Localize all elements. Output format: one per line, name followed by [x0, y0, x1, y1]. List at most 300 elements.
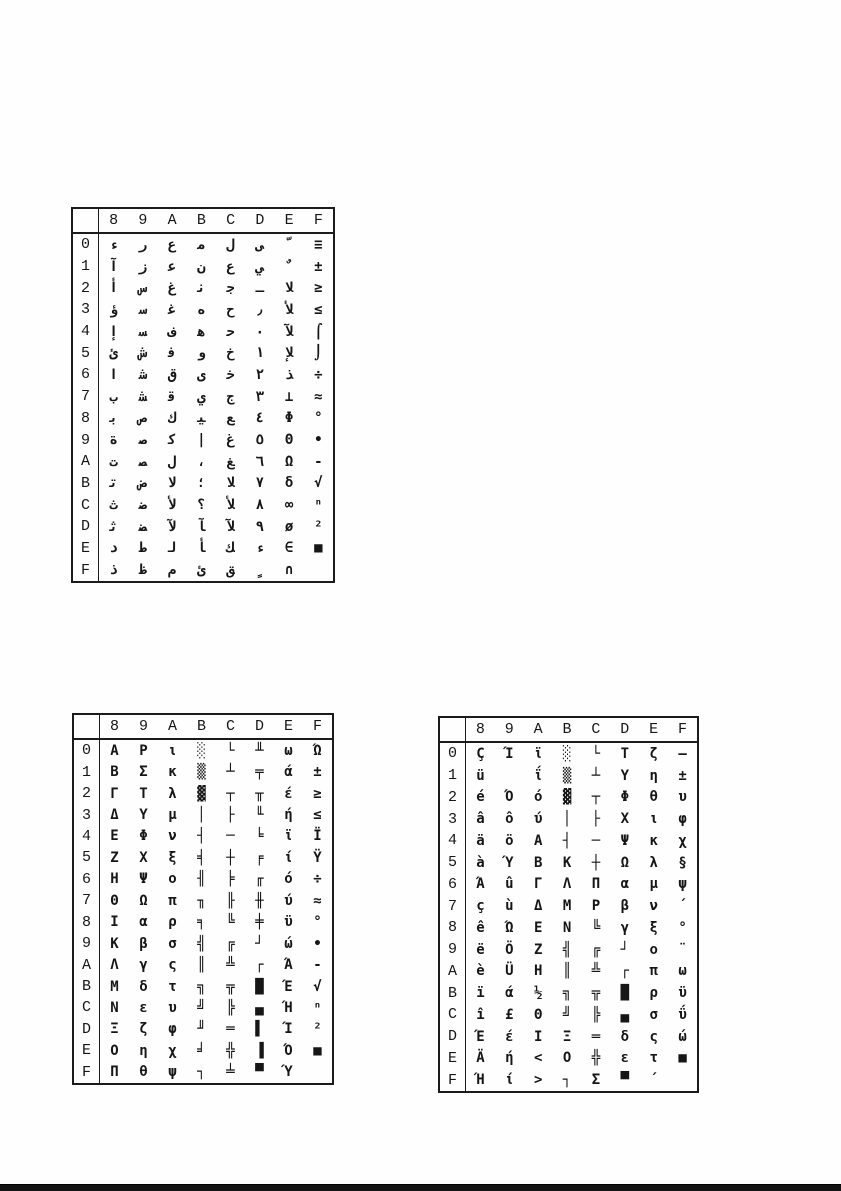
table-cell: ξ	[649, 919, 658, 936]
row-header: B	[73, 473, 99, 495]
table-cell: ό	[284, 871, 293, 888]
row-header: 2	[440, 787, 466, 809]
table-cell: ر	[138, 236, 148, 253]
table-cell: Ί	[284, 1021, 293, 1038]
table-cell: √	[314, 475, 323, 492]
table-cell: ⁿ	[314, 497, 323, 514]
table-cell: Ϋ	[313, 849, 322, 866]
table-cell: Ο	[562, 1050, 572, 1067]
table-cell: ﹴ	[255, 562, 265, 579]
row-header: 5	[73, 342, 99, 364]
col-header: 9	[128, 209, 157, 234]
table-cell: ء	[109, 236, 118, 253]
table-cell: Ω	[139, 892, 148, 909]
table-cell: -	[314, 453, 323, 470]
table-cell: ،	[197, 453, 206, 470]
table-cell: ´	[649, 1072, 658, 1089]
page-bottom-scan-artifact	[0, 1184, 841, 1191]
table-cell: Π	[110, 1064, 119, 1081]
table-cell: έ	[505, 1028, 514, 1045]
table-cell: ΄	[678, 898, 687, 915]
table-cell: ±	[678, 767, 687, 784]
table-cell: ﻼ	[226, 475, 235, 492]
table-cell	[303, 1062, 332, 1083]
table-cell: έ	[284, 785, 293, 802]
table-cell: Ή	[476, 1072, 485, 1089]
table-cell: ι	[649, 811, 658, 828]
table-cell: δ	[620, 1028, 630, 1045]
code-table-arabic	[71, 207, 335, 583]
table-cell: ﻎ	[226, 453, 235, 470]
table-cell: ز	[138, 258, 148, 275]
table-cell: ⁿ	[313, 999, 322, 1016]
row-header: 0	[73, 234, 99, 256]
table-cell: ╬	[591, 1050, 601, 1067]
table-cell: ΰ	[678, 1006, 687, 1023]
table-cell: Ο	[110, 1042, 119, 1059]
table-cell: ╣	[562, 941, 572, 958]
table-cell: ﻵ	[167, 518, 177, 535]
table-cell: |	[197, 432, 206, 449]
table-cell: ض	[138, 475, 148, 492]
table-cell: ë	[476, 941, 485, 958]
table-cell: ζ	[649, 745, 658, 762]
table-cell: π	[168, 892, 177, 909]
table-cell: ﺸ	[138, 388, 148, 405]
table-cell: ╤	[255, 764, 264, 781]
row-header: 6	[73, 364, 99, 386]
table-cell: β	[139, 935, 148, 952]
table-cell: ξ	[168, 849, 177, 866]
table-cell: ≈	[314, 388, 323, 405]
table-cell: ╢	[197, 871, 206, 888]
table-cell: ς	[168, 957, 177, 974]
table-cell: ╣	[197, 935, 206, 952]
table-cell: Ρ	[591, 898, 601, 915]
table-cell: ≥	[313, 785, 322, 802]
table-cell: ه	[197, 301, 206, 318]
table-cell: ﺄ	[197, 540, 206, 557]
col-header: 9	[129, 715, 158, 740]
table-cell: ة	[109, 432, 118, 449]
row-header: 4	[440, 830, 466, 852]
table-cell: ┴	[591, 767, 601, 784]
table-cell: Σ	[139, 764, 148, 781]
table-cell: ∞	[284, 497, 294, 514]
table-cell: ┌	[620, 963, 630, 980]
table-cell: Χ	[139, 849, 148, 866]
table-cell: υ	[168, 999, 177, 1016]
table-cell: ε	[139, 999, 148, 1016]
table-cell: π	[649, 963, 658, 980]
table-cell: Κ	[562, 854, 572, 871]
table-cell: ╫	[255, 892, 264, 909]
row-header: C	[74, 997, 100, 1018]
table-cell: ﻸ	[284, 301, 294, 318]
table-cell: λ	[168, 785, 177, 802]
table-cell: ¨	[678, 941, 687, 958]
table-cell: ά	[284, 764, 293, 781]
table-cell: آ	[109, 258, 118, 275]
table-cell: ذ	[109, 562, 118, 579]
table-cell: Β	[533, 854, 543, 871]
table-cell: ┘	[255, 935, 264, 952]
table-cell: ﻝ	[226, 236, 235, 253]
table-cell: à	[476, 854, 485, 871]
table-cell: Θ	[284, 432, 294, 449]
table-cell: υ	[678, 789, 687, 806]
table-cell: ﻓ	[167, 345, 177, 362]
col-header: A	[158, 715, 187, 740]
table-cell: -	[313, 957, 322, 974]
row-header: 1	[73, 256, 99, 278]
table-cell: α	[620, 876, 630, 893]
table-cell: ╞	[226, 871, 235, 888]
table-cell: Υ	[620, 767, 630, 784]
table-cell: Γ	[533, 876, 543, 893]
table-cell: ﻴ	[197, 410, 206, 427]
row-header: F	[74, 1062, 100, 1083]
row-header: 2	[74, 783, 100, 804]
table-cell: α	[139, 914, 148, 931]
table-cell: Ä	[476, 1050, 485, 1067]
table-cell: Ε	[110, 828, 119, 845]
table-cell: ﺂ	[197, 518, 206, 535]
table-cell: Ω	[284, 453, 294, 470]
table-cell: ⌡	[314, 345, 323, 362]
table-cell: Ρ	[139, 742, 148, 759]
table-cell: ╗	[562, 985, 572, 1002]
table-cell: ╒	[255, 849, 264, 866]
table-cell: ﺳ	[138, 301, 148, 318]
table-cell: Κ	[110, 935, 119, 952]
table-cell: °	[678, 919, 687, 936]
table-cell: س	[138, 280, 148, 297]
table-cell: ┬	[591, 789, 601, 806]
table-cell: Ψ	[139, 871, 148, 888]
table-cell: ﺴ	[138, 323, 148, 340]
row-header: 8	[73, 408, 99, 430]
row-header: 1	[74, 761, 100, 782]
table-cell: ╟	[226, 892, 235, 909]
table-cell: Ί	[505, 745, 514, 762]
table-cell: Δ	[533, 898, 543, 915]
col-header: A	[158, 209, 187, 234]
table-cell: Ά	[284, 957, 293, 974]
table-cell: ┘	[620, 941, 630, 958]
table-cell: ▒	[197, 764, 206, 781]
table-cell: ║	[562, 963, 572, 980]
row-header: 9	[73, 429, 99, 451]
table-cell: ن	[197, 258, 206, 275]
col-header: C	[582, 718, 611, 743]
table-cell: σ	[649, 1006, 658, 1023]
table-cell: ώ	[284, 935, 293, 952]
table-cell: ▀	[620, 1072, 630, 1089]
table-cell: Δ	[110, 807, 119, 824]
table-cell: ﻣ	[197, 236, 206, 253]
table-cell: ύ	[533, 811, 543, 828]
table-cell: ش	[138, 345, 148, 362]
col-header: B	[553, 718, 582, 743]
table-cell: ┬	[226, 785, 235, 802]
table-cell: ٩	[255, 518, 265, 535]
table-cell: ٫	[255, 301, 265, 318]
table-cell: ٤	[255, 410, 265, 427]
col-header: 8	[100, 715, 129, 740]
table-cell: أ	[109, 280, 118, 297]
col-header: D	[245, 715, 274, 740]
table-cell: ﻏ	[167, 301, 177, 318]
table-cell: ─	[226, 828, 235, 845]
table-cell: Λ	[562, 876, 572, 893]
table-cell: ╧	[226, 1064, 235, 1081]
table-cell: ﻧ	[197, 280, 206, 297]
table-cell: ﺷ	[138, 366, 148, 383]
table-cell: θ	[649, 789, 658, 806]
table-cell: ﻟ	[167, 540, 177, 557]
col-header: B	[187, 209, 216, 234]
table-cell: μ	[168, 807, 177, 824]
table-cell: Ü	[505, 963, 514, 980]
row-header: 3	[74, 804, 100, 825]
row-header: 3	[73, 299, 99, 321]
row-header: A	[74, 954, 100, 975]
table-cell: ╗	[197, 978, 206, 995]
table-cell: ﺗ	[109, 475, 118, 492]
table-cell: ╛	[197, 1042, 206, 1059]
table-cell: ﻺ	[284, 345, 294, 362]
table-cell: ░	[562, 745, 572, 762]
table-cell: θ	[139, 1064, 148, 1081]
row-header: 2	[73, 277, 99, 299]
table-cell: ﻀ	[138, 518, 148, 535]
table-cell: <	[533, 1050, 543, 1067]
row-header: F	[73, 559, 99, 581]
table-cell: ⌠	[314, 323, 323, 340]
table-cell: ﻶ	[226, 518, 235, 535]
table-cell: ≡	[314, 236, 323, 253]
table-cell: ζ	[139, 1021, 148, 1038]
row-header: A	[440, 961, 466, 983]
table-cell: ٨	[255, 497, 265, 514]
table-cell: ص	[138, 410, 148, 427]
table-cell: ▒	[562, 767, 572, 784]
table-cell: ╕	[197, 914, 206, 931]
table-cell: τ	[649, 1050, 658, 1067]
table-cell: ÷	[314, 366, 323, 383]
table-cell: β	[620, 898, 630, 915]
table-cell: ■	[313, 1042, 322, 1059]
table-cell: ؟	[197, 497, 206, 514]
code-table-greek-pc851	[438, 716, 699, 1093]
table-cell: ┼	[226, 849, 235, 866]
table-cell: Χ	[620, 811, 630, 828]
table-cell: ή	[505, 1050, 514, 1067]
col-header: C	[216, 209, 245, 234]
table-cell: ت	[109, 453, 118, 470]
table-cell: ╘	[255, 828, 264, 845]
table-cell: Ό	[505, 789, 514, 806]
table-cell: ÷	[313, 871, 322, 888]
table-cell: ﺡ	[226, 301, 235, 318]
table-cell: ؤ	[109, 301, 118, 318]
table-cell: Ö	[505, 941, 514, 958]
table-cell: ﻚ	[226, 540, 235, 557]
table-cell: μ	[649, 876, 658, 893]
table-cell: ν	[649, 898, 658, 915]
table-cell: ﻫ	[197, 323, 206, 340]
table-cell: ü	[476, 767, 485, 784]
table-cell: Α	[533, 832, 543, 849]
table-cell: ╔	[591, 941, 601, 958]
table-cell: ╝	[197, 999, 206, 1016]
row-header: 7	[74, 890, 100, 911]
table-cell: ▄	[255, 999, 264, 1016]
table-cell: ﺀ	[255, 540, 265, 557]
table-cell: Ύ	[284, 1064, 293, 1081]
row-header: 3	[440, 808, 466, 830]
table-cell: ≤	[314, 301, 323, 318]
table-cell: ي	[197, 388, 206, 405]
table-cell: •	[314, 432, 323, 449]
table-cell: ل	[167, 453, 177, 470]
table-cell: د	[109, 540, 118, 557]
table-cell: ί	[284, 849, 293, 866]
table-cell: ς	[649, 1028, 658, 1045]
col-header: D	[610, 718, 639, 743]
table-cell: ﻶ	[284, 323, 294, 340]
row-header: D	[73, 516, 99, 538]
table-cell: ﻸ	[226, 497, 235, 514]
table-cell: ε	[620, 1050, 630, 1067]
table-cell: إ	[109, 323, 118, 340]
table-cell: ﻻ	[167, 475, 177, 492]
table-cell: ﻗ	[167, 388, 177, 405]
col-header: 8	[99, 209, 128, 234]
table-cell: ╬	[226, 1042, 235, 1059]
table-cell: ﻖ	[226, 562, 235, 579]
table-cell: √	[313, 978, 322, 995]
table-cell: Β	[110, 764, 119, 781]
col-header: 9	[495, 718, 524, 743]
row-header: E	[74, 1040, 100, 1061]
table-cell: ؛	[197, 475, 206, 492]
table-cell: ط	[138, 540, 148, 557]
table-cell: ο	[649, 941, 658, 958]
table-cell	[668, 1069, 697, 1091]
table-cell: ω	[284, 742, 293, 759]
table-cell: Η	[533, 963, 543, 980]
table-cell: Υ	[139, 807, 148, 824]
table-cell: χ	[678, 832, 687, 849]
table-cell: ﺬ	[284, 366, 294, 383]
table-cell: Ζ	[110, 849, 119, 866]
row-header: A	[73, 451, 99, 473]
corner-cell	[440, 718, 466, 743]
table-cell: Μ	[562, 898, 572, 915]
table-cell: ١	[255, 345, 265, 362]
table-cell: Θ	[110, 892, 119, 909]
table-cell: γ	[620, 919, 630, 936]
table-cell: ╦	[591, 985, 601, 1002]
table-cell: ┐	[562, 1072, 572, 1089]
table-cell: ά	[505, 985, 514, 1002]
table-cell: م	[167, 562, 177, 579]
table-cell: ب	[109, 388, 118, 405]
table-cell: Ψ	[620, 832, 630, 849]
table-cell: ⊥	[284, 388, 294, 405]
table-cell: ك	[167, 410, 177, 427]
table-cell	[495, 765, 524, 787]
table-cell: Έ	[476, 1028, 485, 1045]
table-cell: ف	[167, 323, 177, 340]
table-cell: ▓	[197, 785, 206, 802]
table-cell: ϊ	[284, 828, 293, 845]
table-cell: ┤	[197, 828, 206, 845]
table-cell: ├	[226, 807, 235, 824]
table-cell: ╡	[197, 849, 206, 866]
table-cell: ╔	[226, 935, 235, 952]
table-cell: Έ	[284, 978, 293, 995]
table-cell: ﻼ	[284, 280, 294, 297]
table-cell: ί	[505, 1072, 514, 1089]
table-cell: Π	[591, 876, 601, 893]
table-cell: ╚	[226, 914, 235, 931]
table-cell: ﺿ	[138, 497, 148, 514]
table-cell: ـ	[255, 280, 265, 297]
table-cell: Μ	[110, 978, 119, 995]
table-cell: ﺥ	[226, 345, 235, 362]
table-cell: ع	[167, 236, 177, 253]
table-cell: ç	[476, 898, 485, 915]
table-cell: ┌	[255, 957, 264, 974]
table-cell: ≥	[314, 280, 323, 297]
table-cell: ٦	[255, 453, 265, 470]
table-cell: §	[678, 854, 687, 871]
table-cell: ▄	[620, 1006, 630, 1023]
table-cell: Ή	[284, 999, 293, 1016]
row-header: C	[73, 494, 99, 516]
col-header: F	[303, 715, 332, 740]
table-cell: ψ	[678, 876, 687, 893]
table-cell: Ώ	[505, 919, 514, 936]
table-cell: ﻛ	[167, 432, 177, 449]
table-cell: ┤	[562, 832, 572, 849]
table-cell: Ι	[533, 1028, 543, 1045]
table-cell: φ	[168, 1021, 177, 1038]
table-cell: ο	[168, 871, 177, 888]
table-cell: ≈	[313, 892, 322, 909]
col-header: F	[668, 718, 697, 743]
table-cell: ╚	[591, 919, 601, 936]
table-cell: ﹼ	[284, 236, 294, 253]
table-cell: ∩	[284, 562, 294, 579]
table-cell: ║	[197, 957, 206, 974]
table-cell: >	[533, 1072, 543, 1089]
table-cell: ﻋ	[167, 258, 177, 275]
table-cell: Φ	[620, 789, 630, 806]
table-cell: τ	[168, 978, 177, 995]
table-cell: ╝	[562, 1006, 572, 1023]
table-cell: غ	[167, 280, 177, 297]
table-cell: و	[197, 345, 206, 362]
table-cell: î	[476, 1006, 485, 1023]
table-cell: ﺧ	[226, 366, 235, 383]
table-cell: û	[505, 876, 514, 893]
table-cell: ϋ	[284, 914, 293, 931]
table-cell: ²	[314, 518, 323, 535]
